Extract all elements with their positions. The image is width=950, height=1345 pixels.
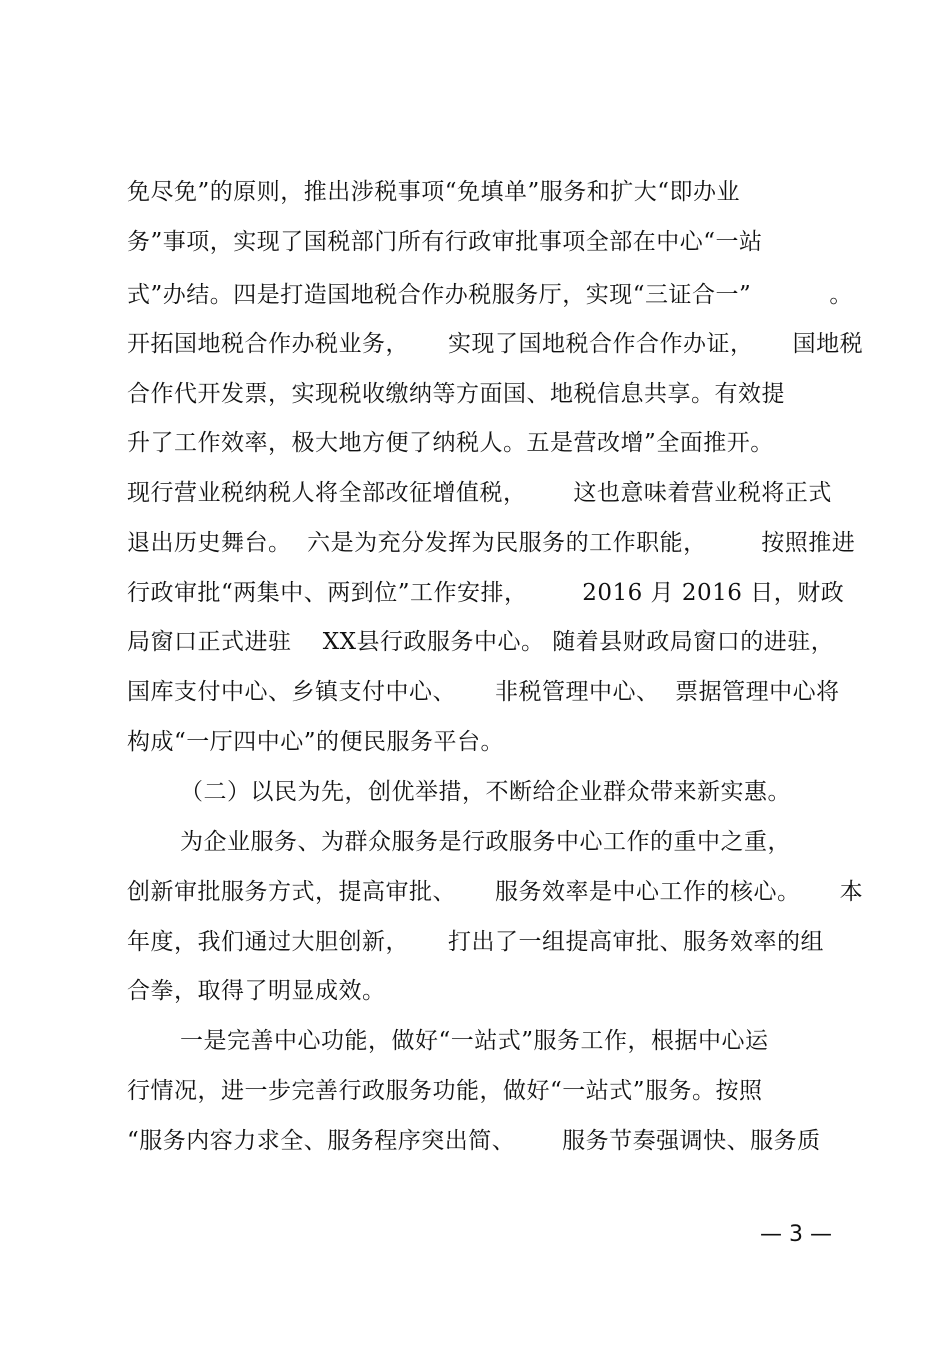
body-line: 年度，我们通过大胆创新， 打出了一组提高审批、服务效率的组 [127,929,825,955]
body-line: 构成“一厅四中心”的便民服务平台。 [127,729,505,755]
body-line: 务”事项，实现了国税部门所有行政审批事项全部在中心“一站 [127,229,763,255]
body-line: 国库支付中心、乡镇支付中心、 非税管理中心、 票据管理中心将 [127,679,840,705]
body-line: 一是完善中心功能，做好“一站式”服务工作，根据中心运 [180,1028,769,1054]
body-line: 式”办结。四是打造国地税合作办税服务厅，实现“三证合一” 。 [127,282,853,308]
body-line: 退出历史舞台。 六是为充分发挥为民服务的工作职能， 按照推进 [127,530,856,556]
body-line: 为企业服务、为群众服务是行政服务中心工作的重中之重， [180,829,791,855]
section-heading: （二）以民为先，创优举措，不断给企业群众带来新实惠。 [180,779,791,805]
body-line: 开拓国地税合作办税业务， 实现了国地税合作合作办证， 国地税 [127,331,864,357]
body-line: 升了工作效率，极大地方便了纳税人。五是营改增”全面推开。 [127,430,774,456]
page-number: — 3 — [760,1222,832,1247]
body-line: 合拳，取得了明显成效。 [127,978,386,1004]
body-line: 行情况，进一步完善行政服务功能，做好“一站式”服务。按照 [127,1078,763,1104]
body-line: 现行营业税纳税人将全部改征增值税， 这也意味着营业税将正式 [127,480,832,506]
body-line: 合作代开发票，实现税收缴纳等方面国、地税信息共享。有效提 [127,381,785,407]
body-line: “服务内容力求全、服务程序突出简、 服务节奏强调快、服务质 [127,1128,821,1154]
body-line: 免尽免”的原则，推出涉税事项“免填单”服务和扩大“即办业 [127,179,741,205]
body-line: 创新审批服务方式，提高审批、 服务效率是中心工作的核心。 本 [127,879,864,905]
body-line: 行政审批“两集中、两到位”工作安排， 2016 月 2016 日，财政 [127,580,845,606]
body-line: 局窗口正式进驻 XX县行政服务中心。 随着县财政局窗口的进驻， [127,629,835,655]
